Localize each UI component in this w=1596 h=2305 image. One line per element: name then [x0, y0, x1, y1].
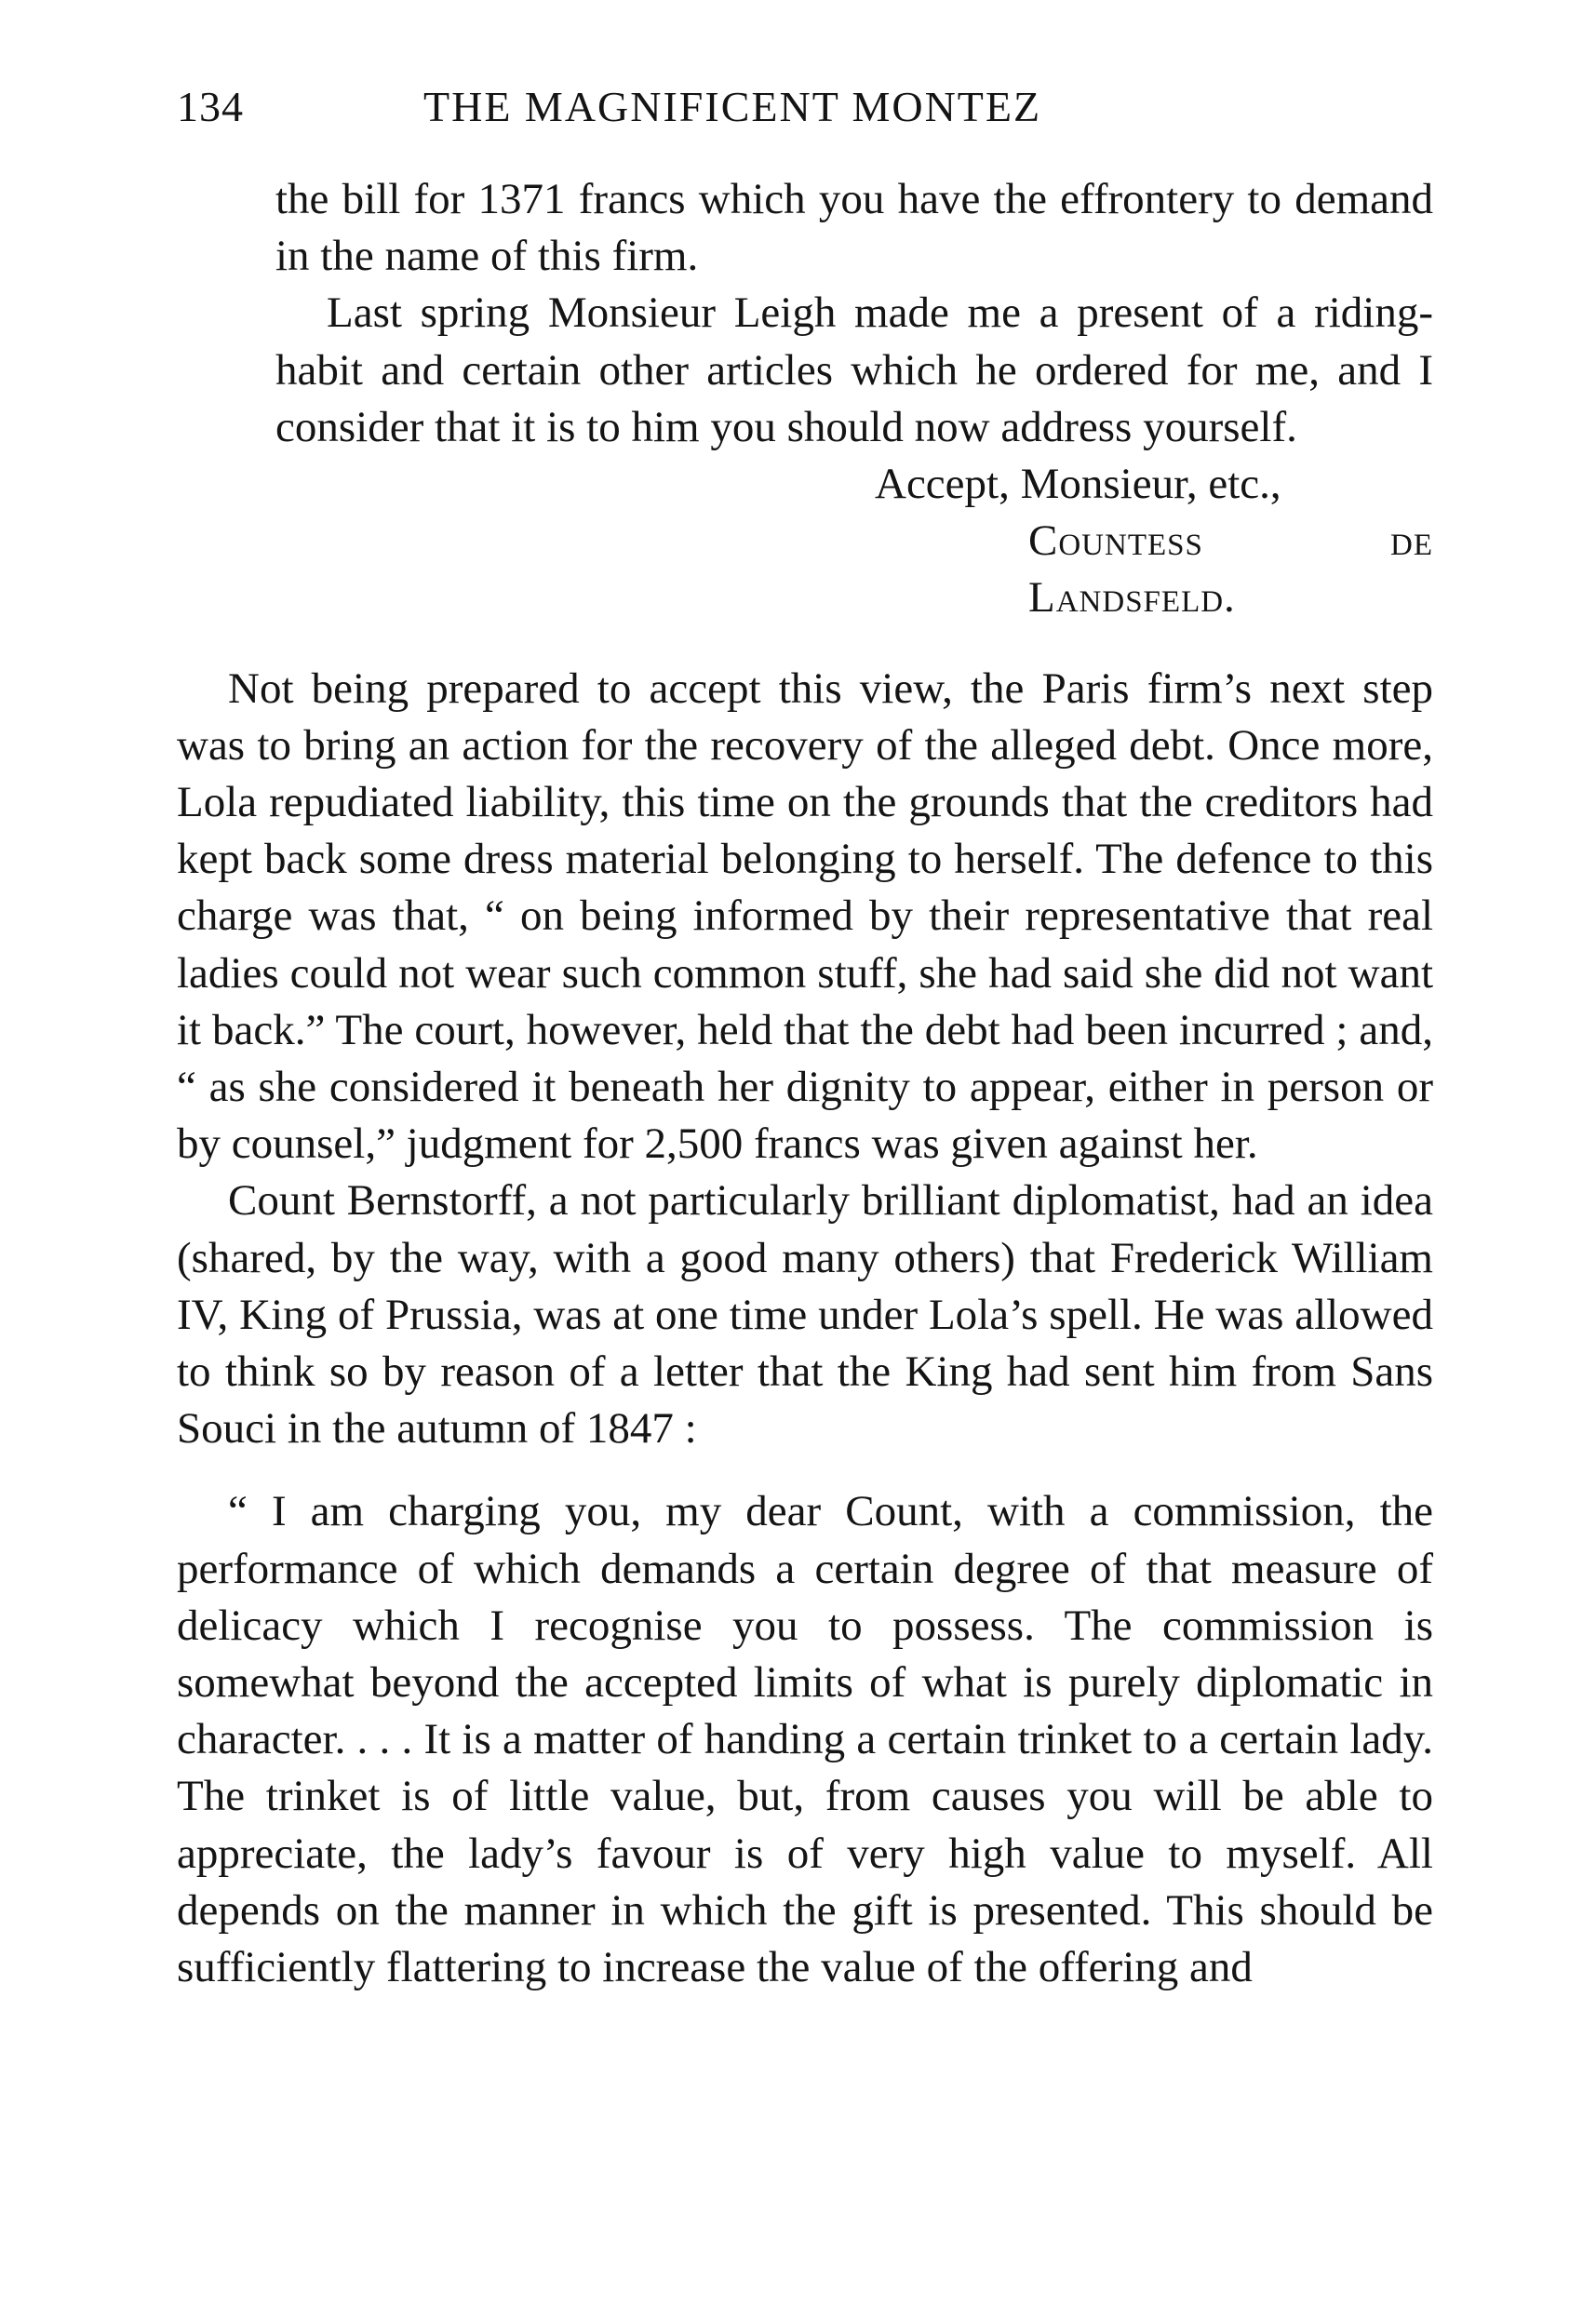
body-paragraph: Count Bernstorff, a not particularly brilliant diplomatist, had an idea (shared, by the way, with a good many others) that Frederick William IV, King of Prussia, was at one time under Lola’s spell. He was allowed to think so by reason of a letter that the King had sent him from Sans Souci in the autumn of 1847 :	[177, 1176, 1433, 1454]
letter-paragraph: the bill for 1371 francs which you have the effrontery to demand in the name of this firm.	[275, 175, 1433, 281]
page-header	[177, 82, 1461, 147]
letter-signature: Countess de Landsfeld.	[1028, 516, 1433, 623]
body-paragraph: Not being prepared to accept this view, the Paris firm’s next step was to bring an action for the recovery of the alleged debt. Once more, Lola repudiated liability, this time on the grounds that the creditors had kept back some dress material belonging to herself. The defence to this charge was that, “ on being informed by their representative that real ladies could not wear such common stuff, she had said she did not want it back.” The court, however, held that the debt had been incurred ; and, “ as she considered it beneath her dignity to appear, either in person or by counsel,” judgment for 2,500 francs was given against her.	[177, 663, 1433, 1169]
spacer	[177, 627, 1433, 661]
spacer	[177, 1457, 1433, 1483]
page-text	[177, 171, 1433, 1996]
letter-closing: Accept, Monsieur, etc.,	[875, 460, 1281, 509]
quoted-letter	[177, 1483, 1433, 1996]
quote-paragraph: “ I am charging you, my dear Count, with a commission, the performance of which demands a certain degree of that measure of delicacy which I recognise you to possess. The commission is somewhat beyond the accepted limits of what is purely diplomatic in character. . . . It is a matter of handing a certain trinket to a certain lady. The trinket is of little value, but, from causes you will be able to appreciate, the lady’s favour is of very high value to myself. All depends on the manner in which the gift is presented. This should be sufficiently flattering to increase the value of the offering and	[177, 1487, 1433, 1992]
page-number: 134	[177, 83, 244, 130]
letter-paragraph: Last spring Monsieur Leigh made me a present of a riding-habit and certain other articles which he ordered for me, and I consider that it is to him you should now address yourself.	[275, 288, 1433, 451]
running-title: THE MAGNIFICENT MONTEZ	[423, 83, 1042, 130]
letter-excerpt	[177, 171, 1433, 456]
